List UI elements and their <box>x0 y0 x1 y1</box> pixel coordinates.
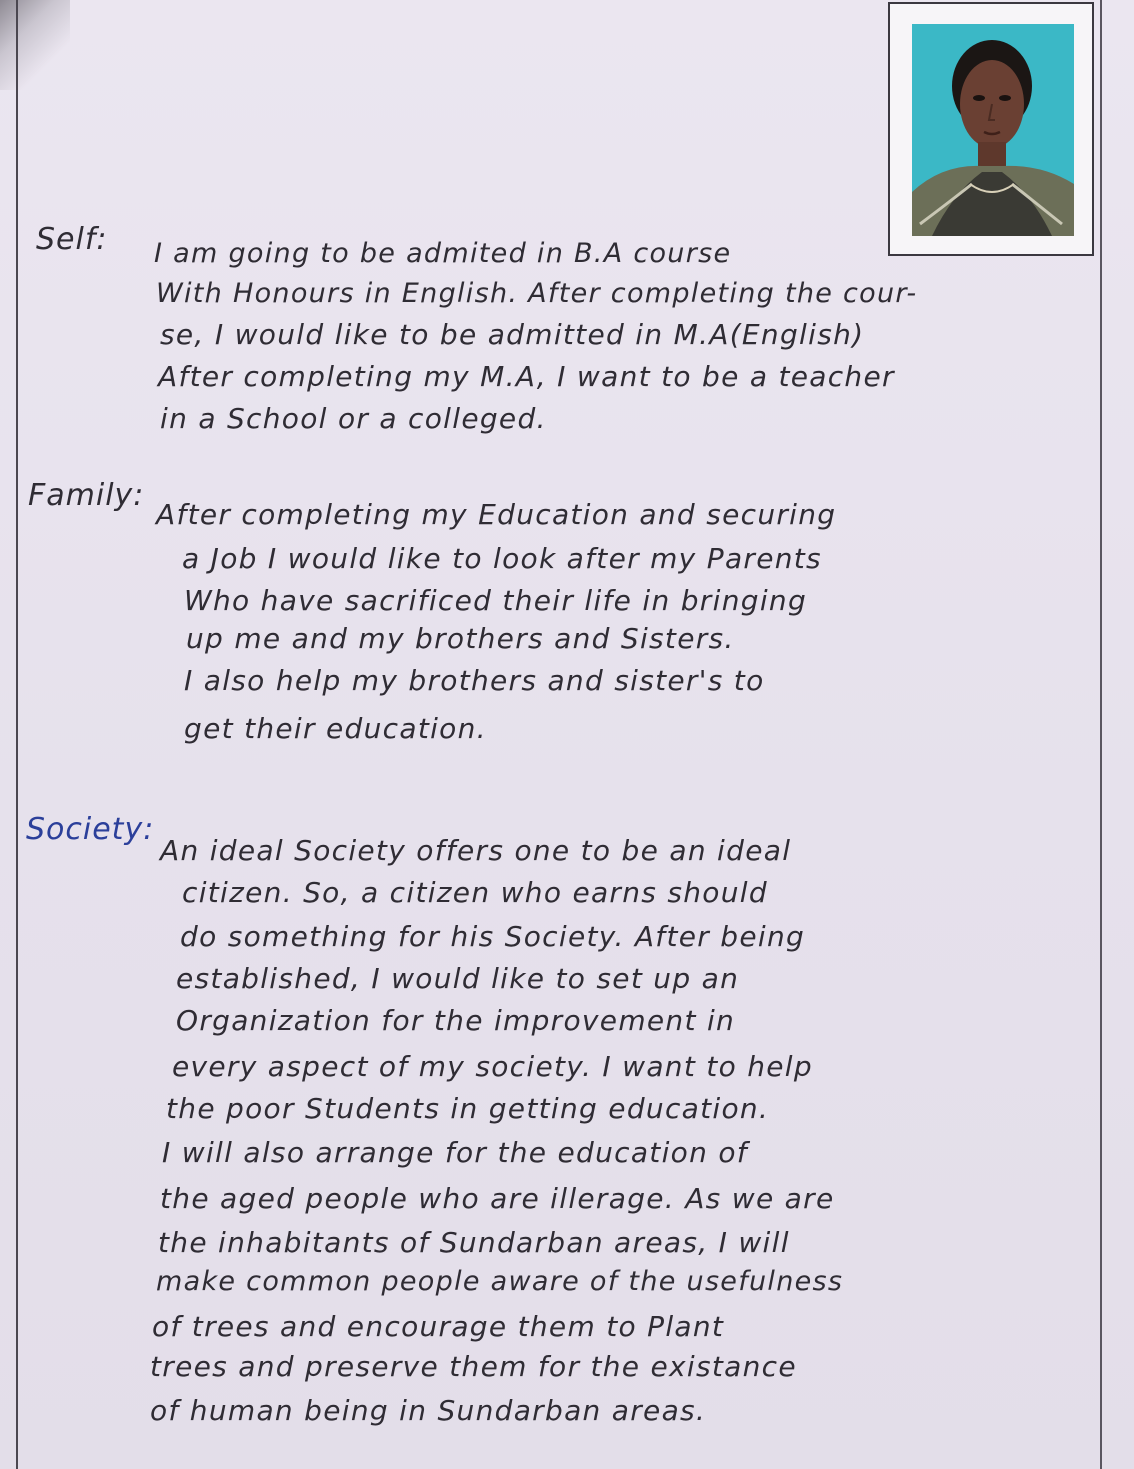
left-margin-line <box>16 0 18 1469</box>
society-line-9: the aged people who are illerage. As we are <box>160 1182 835 1215</box>
family-line-2: a Job I would like to look after my Parents <box>182 542 822 575</box>
right-margin-line <box>1100 0 1102 1469</box>
society-line-4: established, I would like to set up an <box>176 962 740 995</box>
family-line-4: up me and my brothers and Sisters. <box>186 622 735 655</box>
family-line-3: Who have sacrificed their life in bringing <box>184 584 808 617</box>
society-line-14: of human being in Sundarban areas. <box>150 1394 707 1427</box>
society-line-11: make common people aware of the usefulness <box>156 1266 844 1297</box>
society-line-2: citizen. So, a citizen who earns should <box>182 876 768 909</box>
society-line-12: of trees and encourage them to Plant <box>152 1310 725 1343</box>
self-line-5: in a School or a colleged. <box>160 402 547 435</box>
society-line-1: An ideal Society offers one to be an ideal <box>160 834 792 867</box>
society-line-6: every aspect of my society. I want to help <box>172 1050 813 1083</box>
society-line-7: the poor Students in getting education. <box>166 1092 770 1125</box>
society-line-13: trees and preserve them for the existance <box>150 1350 797 1383</box>
self-line-3: se, I would like to be admitted in M.A(English) <box>160 318 865 351</box>
society-heading: Society: <box>26 812 155 847</box>
society-line-3: do something for his Society. After being <box>180 920 806 953</box>
photo-frame <box>888 2 1094 256</box>
self-heading: Self: <box>36 222 108 257</box>
portrait-photo <box>912 24 1074 236</box>
page-corner-shadow <box>0 0 70 90</box>
portrait-illustration <box>912 24 1074 236</box>
family-line-1: After completing my Education and securing <box>156 498 837 531</box>
family-heading: Family: <box>28 478 145 513</box>
society-line-10: the inhabitants of Sundarban areas, I will <box>158 1226 790 1259</box>
self-line-4: After completing my M.A, I want to be a teacher <box>158 360 895 393</box>
self-line-2: With Honours in English. After completing the cour- <box>156 278 918 309</box>
society-line-5: Organization for the improvement in <box>176 1004 736 1037</box>
family-line-5: I also help my brothers and sister's to <box>184 664 765 697</box>
self-line-1: I am going to be admited in B.A course <box>154 238 732 269</box>
family-line-6: get their education. <box>184 712 487 745</box>
society-line-8: I will also arrange for the education of <box>162 1136 748 1169</box>
